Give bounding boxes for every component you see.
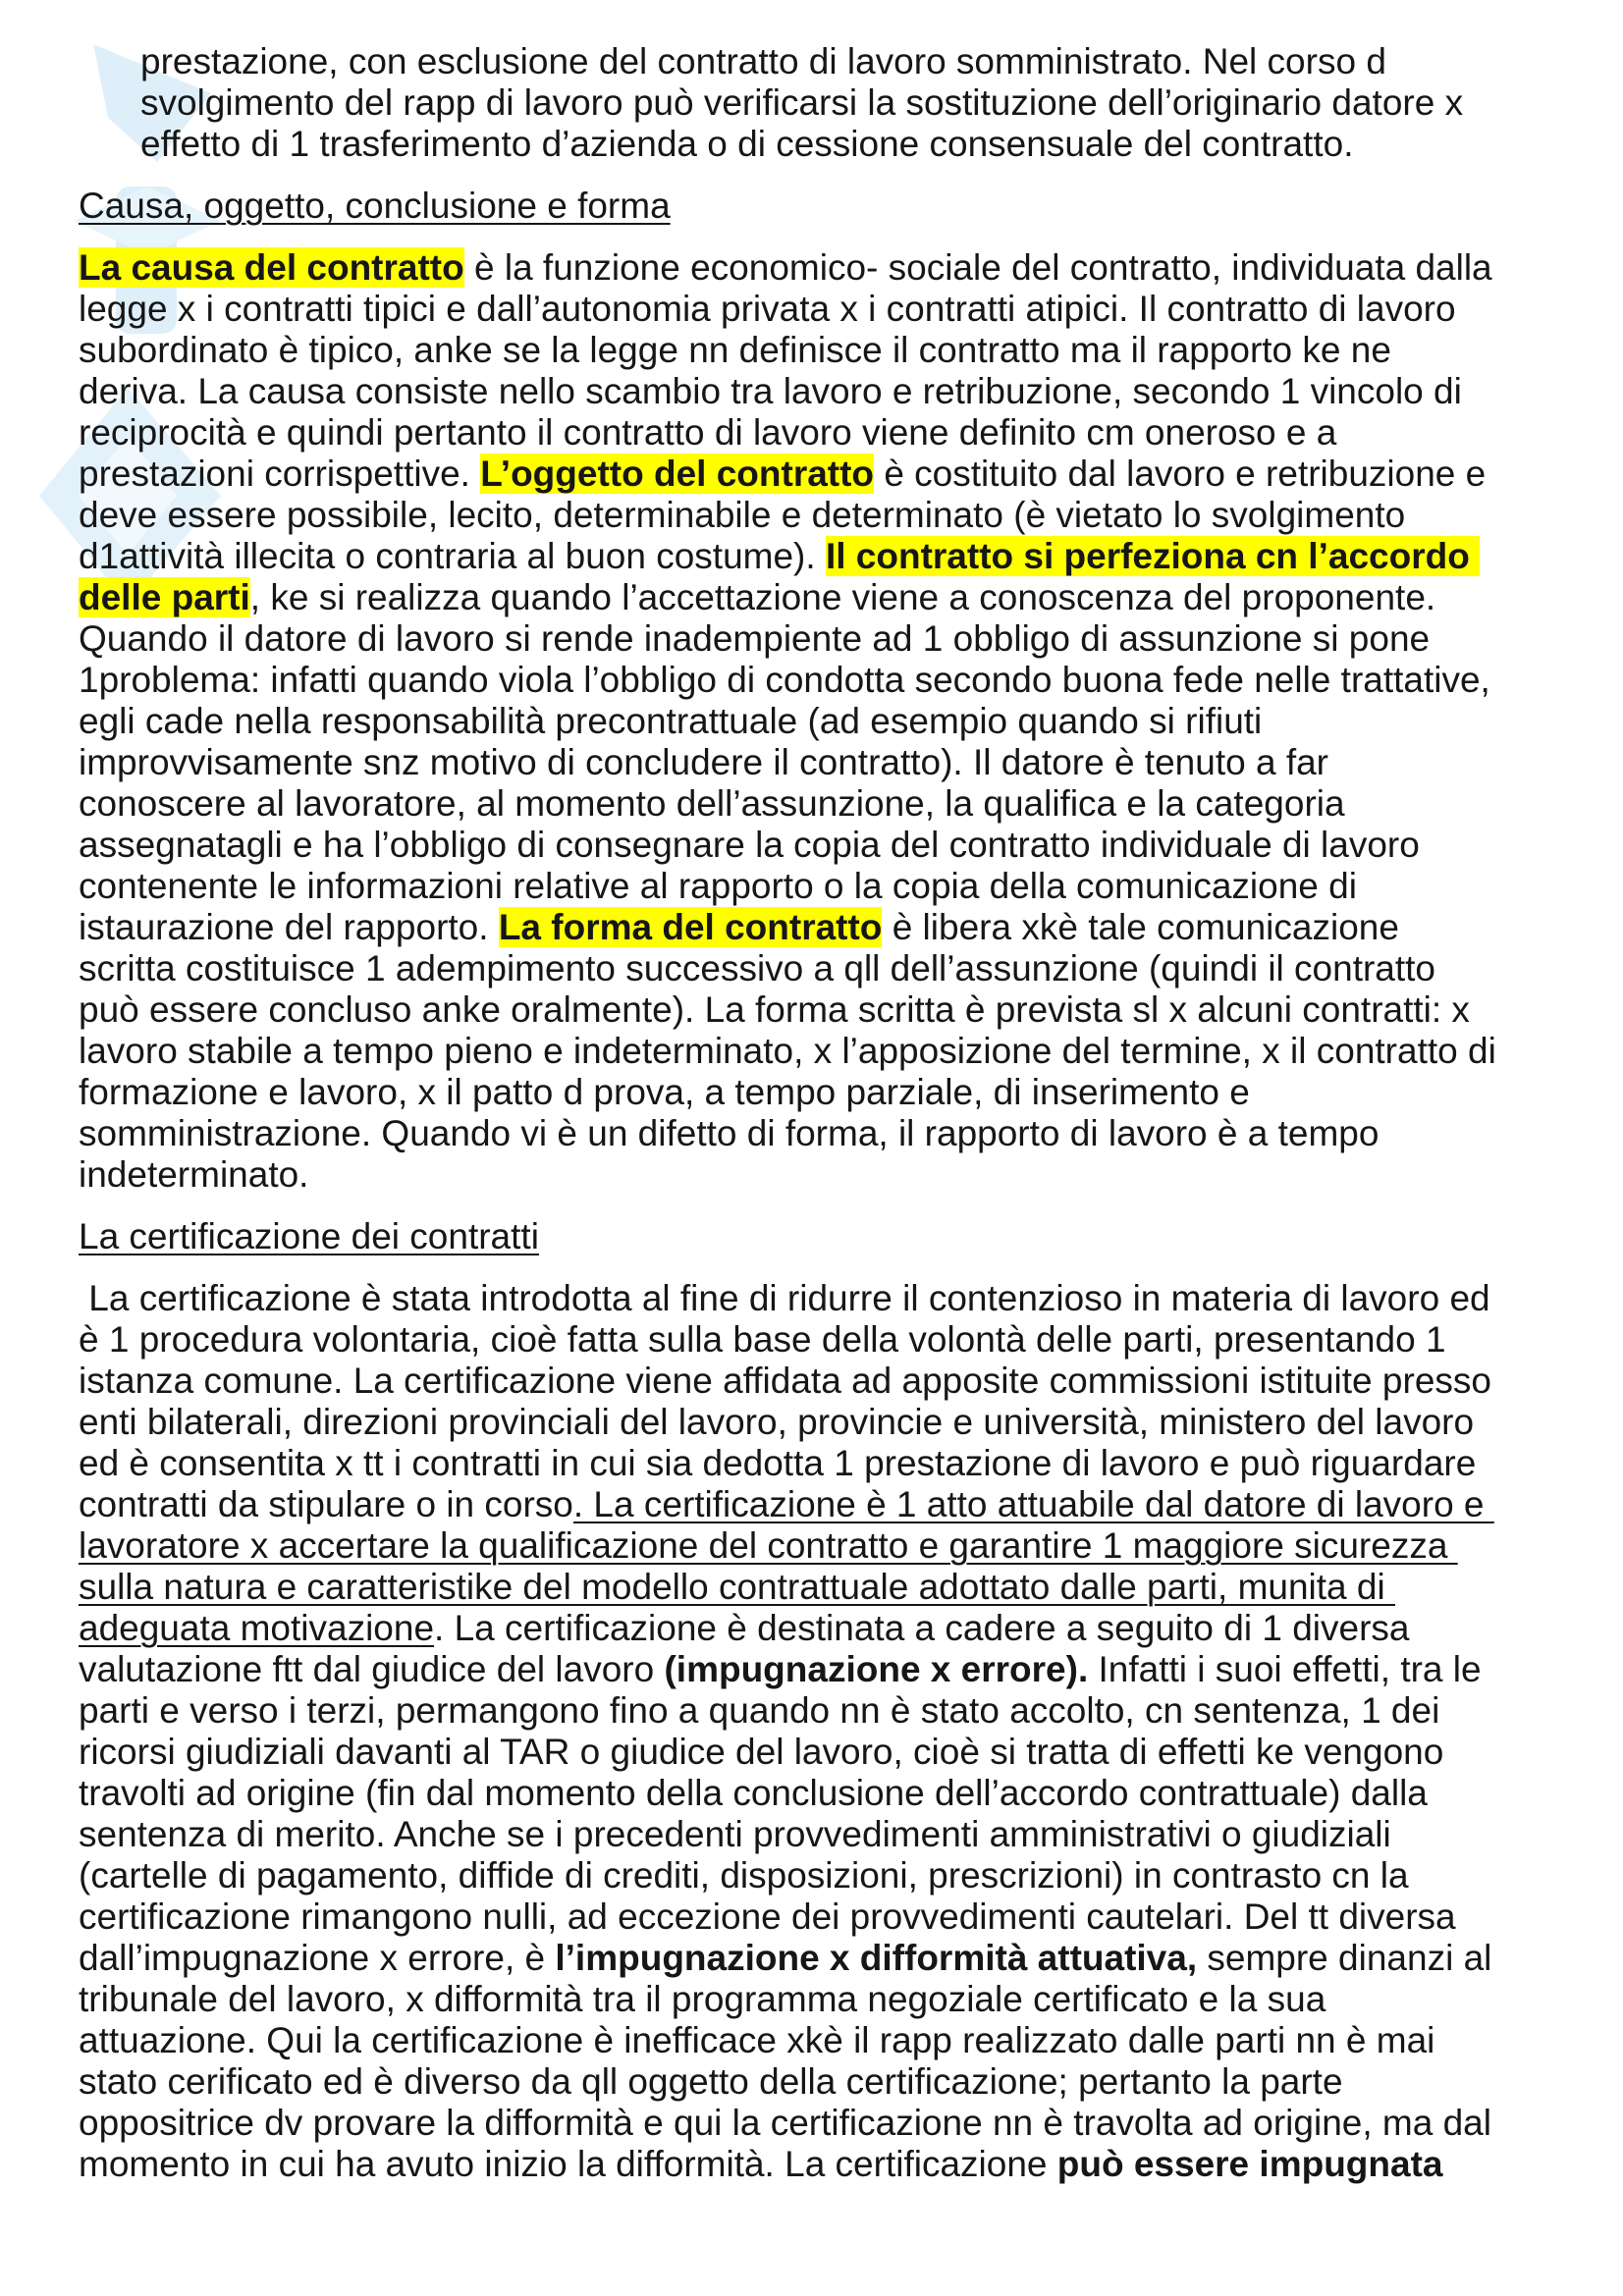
text-line — [79, 536, 1623, 577]
text-line: conoscere al lavoratore, al momento dell’assunzione, la qualifica e la categoria — [79, 783, 1345, 824]
text-line: 1problema: infatti quando viola l’obbligo di condotta secondo buona fede nelle trattative, — [79, 660, 1490, 700]
text-line — [79, 454, 1623, 495]
text-run: è la funzione economico- sociale del contratto, individuata dalla — [463, 247, 1492, 288]
text-line — [79, 2144, 1623, 2185]
underlined-passage: lavoratore x accertare la qualificazione del contratto e garantire 1 maggiore sicurezza — [79, 1525, 1458, 1566]
text-line: Quando il datore di lavoro si rende inadempiente ad 1 obbligo di assunzione si pone — [79, 618, 1431, 659]
text-run: istaurazione del rapporto. — [79, 907, 499, 947]
bold-phrase: può essere impugnata — [1056, 2144, 1443, 2184]
text-line: è 1 procedura volontaria, cioè fatta sulla base della volontà delle parti, presentando 1 — [79, 1319, 1446, 1360]
text-line: formazione e lavoro, x il patto d prova, a tempo parziale, di inserimento e — [79, 1072, 1250, 1112]
text-line: lavoro stabile a tempo pieno e indeterminato, x l’apposizione del termine, x il contratto di — [79, 1031, 1496, 1071]
text-line: somministrazione. Quando vi è un difetto di forma, il rapporto di lavoro è a tempo — [79, 1113, 1380, 1153]
text-run: è costituito dal lavoro e retribuzione e — [874, 454, 1487, 494]
text-line: tribunale del lavoro, x difformità tra il programma negoziale certificato e la sua — [79, 1979, 1326, 2019]
text-line — [79, 1567, 1623, 1608]
text-run: sempre dinanzi al — [1197, 1938, 1492, 1978]
section-paragraph — [79, 1278, 1623, 2185]
text-line — [79, 1484, 1623, 1525]
text-line: svolgimento del rapp di lavoro può verificarsi la sostituzione dell’originario datore x — [140, 82, 1464, 123]
bold-phrase: l’impugnazione x difformità attuativa, — [555, 1938, 1198, 1978]
text-line: legge x i contratti tipici e dall’autonomia privata x i contratti atipici. Il contratto di lavoro — [79, 289, 1456, 329]
text-run: . La certificazione è destinata a cadere a seguito di 1 diversa — [434, 1608, 1410, 1648]
text-line: certificazione rimangono nulli, ad eccezione dei provvedimenti cautelari. Del tt diversa — [79, 1896, 1456, 1937]
text-line — [79, 1608, 1623, 1649]
text-line: egli cade nella responsabilità precontrattuale (ad esempio quando si rifiuti — [79, 701, 1263, 741]
intro-paragraph — [79, 41, 1623, 165]
text-run: , ke si realizza quando l’accettazione viene a conoscenza del proponente. — [249, 577, 1436, 617]
text-line: istanza comune. La certificazione viene affidata ad apposite commissioni istituite presso — [79, 1361, 1491, 1401]
text-line: deve essere possibile, lecito, determinabile e determinato (è vietato lo svolgimento — [79, 495, 1406, 535]
text-run: dall’impugnazione x errore, è — [79, 1938, 556, 1978]
text-line — [79, 247, 1623, 289]
text-run: è libera xkè tale comunicazione — [882, 907, 1399, 947]
section-paragraph — [79, 247, 1623, 1196]
text-line: improvvisamente snz motivo di concludere il contratto). Il datore è tenuto a far — [79, 742, 1328, 782]
text-line: reciprocità e quindi pertanto il contratto di lavoro viene definito cm oneroso e a — [79, 412, 1337, 453]
text-line — [79, 907, 1623, 948]
text-line: (cartelle di pagamento, diffide di crediti, disposizioni, prescrizioni) in contrasto cn la — [79, 1855, 1409, 1896]
text-line: scritta costituisce 1 adempimento successivo a qll dell’assunzione (quindi il contratto — [79, 948, 1436, 988]
text-line: deriva. La causa consiste nello scambio tra lavoro e retribuzione, secondo 1 vincolo di — [79, 371, 1462, 411]
bold-phrase: (impugnazione x errore). — [664, 1649, 1089, 1689]
text-run: prestazioni corrispettive. — [79, 454, 481, 494]
underlined-passage: sulla natura e caratteristike del modello contrattuale adottato dalle parti, munita di — [79, 1567, 1395, 1607]
text-run: momento in cui ha avuto inizio la difformità. La certificazione — [79, 2144, 1057, 2184]
text-line: La certificazione è stata introdotta al fine di ridurre il contenzioso in materia di lavoro ed — [79, 1278, 1490, 1318]
highlighted-term: La causa del contratto — [79, 247, 464, 288]
section-heading: Causa, oggetto, conclusione e forma — [79, 186, 671, 226]
text-line: stato cerificato ed è diverso da qll oggetto della certificazione; pertanto la parte — [79, 2061, 1343, 2102]
text-line: sentenza di merito. Anche se i precedenti provvedimenti amministrativi o giudiziali — [79, 1814, 1391, 1854]
text-line: prestazione, con esclusione del contratto di lavoro somministrato. Nel corso d — [140, 41, 1386, 81]
text-line — [79, 1525, 1623, 1567]
text-run: contratti da stipulare o in corso — [79, 1484, 573, 1524]
highlighted-term: delle parti — [79, 577, 250, 617]
document-body — [79, 41, 1623, 2206]
text-run: valutazione ftt dal giudice del lavoro — [79, 1649, 665, 1689]
text-line: contenente le informazioni relative al rapporto o la copia della comunicazione di — [79, 866, 1357, 906]
text-line: enti bilaterali, direzioni provinciali del lavoro, provincie e università, ministero del lavoro — [79, 1402, 1475, 1442]
text-line: parti e verso i terzi, permangono fino a quando nn è stato accolto, cn sentenza, 1 dei — [79, 1690, 1440, 1731]
text-run: Infatti i suoi effetti, tra le — [1088, 1649, 1482, 1689]
text-line: attuazione. Qui la certificazione è inefficace xkè il rapp realizzato dalle parti nn è mai — [79, 2020, 1435, 2060]
text-line: ed è consentita x tt i contratti in cui sia dedotta 1 prestazione di lavoro e può riguardare — [79, 1443, 1477, 1483]
text-line — [79, 577, 1623, 618]
text-line: indeterminato. — [79, 1154, 309, 1195]
highlighted-term: L’oggetto del contratto — [480, 454, 875, 494]
text-line: oppositrice dv provare la difformità e qui la certificazione nn è travolta ad origine, ma dal — [79, 2103, 1491, 2143]
highlighted-term: La forma del contratto — [498, 907, 883, 947]
text-line — [79, 1649, 1623, 1690]
underlined-passage: . La certificazione è 1 atto attuabile dal datore di lavoro e — [572, 1484, 1494, 1524]
text-line: assegnatagli e ha l’obbligo di consegnare la copia del contratto individuale di lavoro — [79, 825, 1420, 865]
text-run: d1attività illecita o contraria al buon costume). — [79, 536, 826, 576]
text-line: può essere concluso anke oralmente). La forma scritta è prevista sl x alcuni contratti: x — [79, 989, 1470, 1030]
text-line: subordinato è tipico, anke se la legge nn definisce il contratto ma il rapporto ke ne — [79, 330, 1391, 370]
section-heading: La certificazione dei contratti — [79, 1216, 539, 1256]
highlighted-term: Il contratto si perfeziona cn l’accordo — [825, 536, 1481, 576]
text-line — [79, 1938, 1623, 1979]
text-line: travolti ad origine (fin dal momento della conclusione dell’accordo contrattuale) dalla — [79, 1773, 1428, 1813]
underlined-passage: adeguata motivazione — [79, 1608, 435, 1648]
text-line: ricorsi giudiziali davanti al TAR o giudice del lavoro, cioè si tratta di effetti ke vengono — [79, 1732, 1444, 1772]
text-line: effetto di 1 trasferimento d’azienda o di cessione consensuale del contratto. — [140, 124, 1354, 164]
